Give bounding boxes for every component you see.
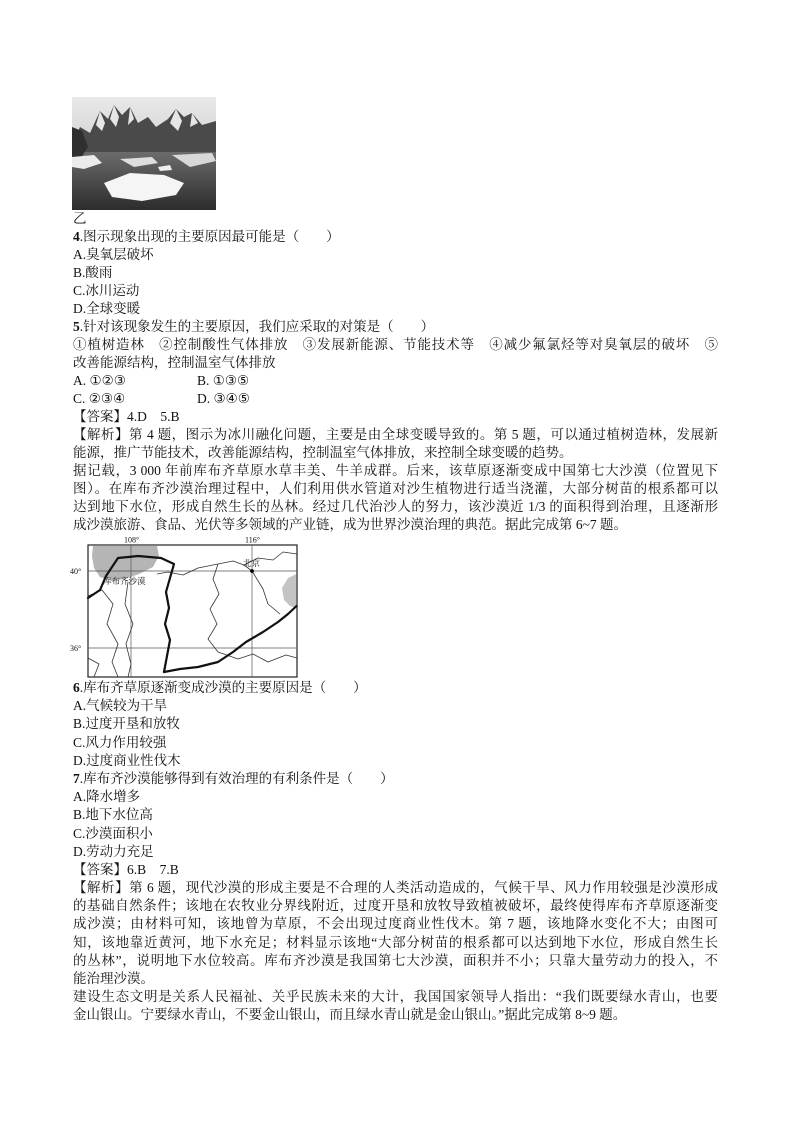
question-5-measures-line: ①植树造林 ②控制酸性气体排放 ③发展新能源、节能技术等 ④减少氟氯烃等对臭氧层的破坏 ⑤ — [73, 337, 718, 352]
lon-label-108: 108° — [124, 535, 140, 545]
question-6-stem — [73, 679, 718, 697]
kubuqi-desert-map — [68, 534, 300, 682]
question-6-text: .库布齐草原逐渐变成沙漠的主要原因是（ ） — [79, 680, 367, 695]
question-4-option-b: B.酸雨 — [73, 265, 113, 280]
glacier-iceberg-photo — [72, 97, 216, 210]
beijing-label: 北京 — [243, 558, 261, 568]
question-5-option-a: A. ①②③ — [73, 373, 126, 388]
passage-8-9-line: 金山银山。宁要绿水青山，不要金山银山，而且绿水青山就是金山银山。”据此完成第 8~9 题。 — [73, 1007, 627, 1023]
question-7-text: .库布齐沙漠能够得到有效治理的有利条件是（ ） — [79, 770, 394, 786]
question-5-option-b: B. ①③⑤ — [197, 373, 250, 388]
passage-6-7-line: 据记载，3 000 年前库布齐草原水草丰美、牛羊成群。后来，该草原逐渐变成中国第七大沙漠（位置见下 — [73, 463, 718, 478]
desert-label: 库布齐沙漠 — [103, 576, 146, 586]
questions-4-5-block — [73, 210, 718, 534]
question-5-option-d: D. ③④⑤ — [197, 391, 250, 406]
question-5-option-c: C. ②③④ — [73, 391, 126, 406]
analysis-6-7-line: 能治理沙漠。 — [73, 971, 154, 986]
analysis-6-7-line: 知，该地靠近黄河，地下水充足；材料显示该地“大部分树苗的根系都可以达到地下水位，形成自然生长 — [73, 934, 718, 950]
analysis-4-5-line: 【解析】第 4 题，图示为冰川融化问题，主要是由全球变暖导致的。第 5 题，可以通过植树造林，发展新 — [73, 427, 718, 442]
question-4-text: .图示现象出现的主要原因最可能是（ ） — [79, 229, 340, 244]
passage-6-7-line: 成沙漠旅游、食品、光伏等多领域的产业链，成为世界沙漠治理的典范。据此完成第 6~7 题。 — [73, 517, 628, 532]
lat-label-36: 36° — [70, 644, 82, 653]
question-5-options-row — [73, 390, 718, 408]
question-5-text: .针对该现象发生的主要原因，我们应采取的对策是（ ） — [79, 319, 435, 334]
analysis-6-7-line: 【解析】第 6 题，现代沙漠的形成主要是不合理的人类活动造成的，气候干旱、风力作用较强是沙漠形成 — [73, 880, 718, 896]
question-7-option-d: D.劳动力充足 — [73, 843, 154, 859]
question-7-option-c: C.沙漠面积小 — [73, 825, 153, 841]
question-6-number: 6 — [73, 680, 80, 695]
question-7-number: 7 — [73, 770, 80, 786]
passage-6-7-line: 达到地下水位，形成自然生长的丛林。经过几代治沙人的努力，该沙漠近 1/3 的面积得到治理，且逐渐形 — [73, 499, 718, 514]
question-4-option-d: D.全球变暖 — [73, 301, 141, 316]
question-5-measures-line: 改善能源结构，控制温室气体排放 — [73, 355, 276, 370]
question-4-option-a: A.臭氧层破坏 — [73, 247, 154, 262]
question-5-number: 5 — [73, 319, 80, 334]
question-7-option-a: A.降水增多 — [73, 789, 141, 805]
question-7-stem — [73, 770, 718, 788]
figure-caption: 乙 — [73, 211, 87, 226]
answer-4-5: 【答案】4.D 5.B — [73, 409, 180, 424]
question-4-stem — [73, 228, 718, 246]
analysis-6-7-line: 的基础自然条件；该地在农牧业分界线附近，过度开垦和放牧导致植被破坏，最终使得库布齐草原逐渐变 — [73, 898, 718, 914]
analysis-6-7-line: 的丛林”，说明地下水位较高。库布齐沙漠是我国第七大沙漠，面积并不小；只靠大量劳动力的投入，不 — [73, 952, 718, 968]
passage-6-7-line: 图）。在库布齐沙漠治理过程中，人们利用供水管道对沙生植物进行适当浇灌，大部分树苗的根系都可以 — [73, 481, 718, 496]
analysis-4-5-line: 能源，推广节能技术，改善能源结构，控制温室气体排放，来控制全球变暖的趋势。 — [73, 445, 573, 460]
questions-6-7-block — [73, 679, 718, 1025]
passage-8-9-line: 建设生态文明是关系人民福祉、关乎民族未来的大计，我国国家领导人指出：“我们既要绿水青山，也要 — [73, 989, 718, 1005]
question-6-option-a: A.气候较为干旱 — [73, 698, 168, 714]
question-5-stem — [73, 318, 718, 336]
question-7-option-b: B.地下水位高 — [73, 807, 153, 823]
beijing-dot — [250, 569, 254, 573]
lon-label-116: 116° — [245, 535, 260, 545]
answer-6-7: 【答案】6.B 7.B — [73, 861, 179, 877]
question-4-number: 4 — [73, 229, 80, 244]
question-5-options-row — [73, 372, 718, 390]
question-6-option-b: B.过度开垦和放牧 — [73, 716, 180, 732]
question-6-option-d: D.过度商业性伐木 — [73, 752, 181, 768]
analysis-6-7-line: 成沙漠；由材料可知，该地曾为草原，不会出现过度商业性伐木。第 7 题，该地降水变化不大；由图可 — [73, 916, 718, 932]
lat-label-40: 40° — [70, 567, 82, 576]
question-6-option-c: C.风力作用较强 — [73, 734, 167, 750]
question-4-option-c: C.冰川运动 — [73, 283, 140, 298]
